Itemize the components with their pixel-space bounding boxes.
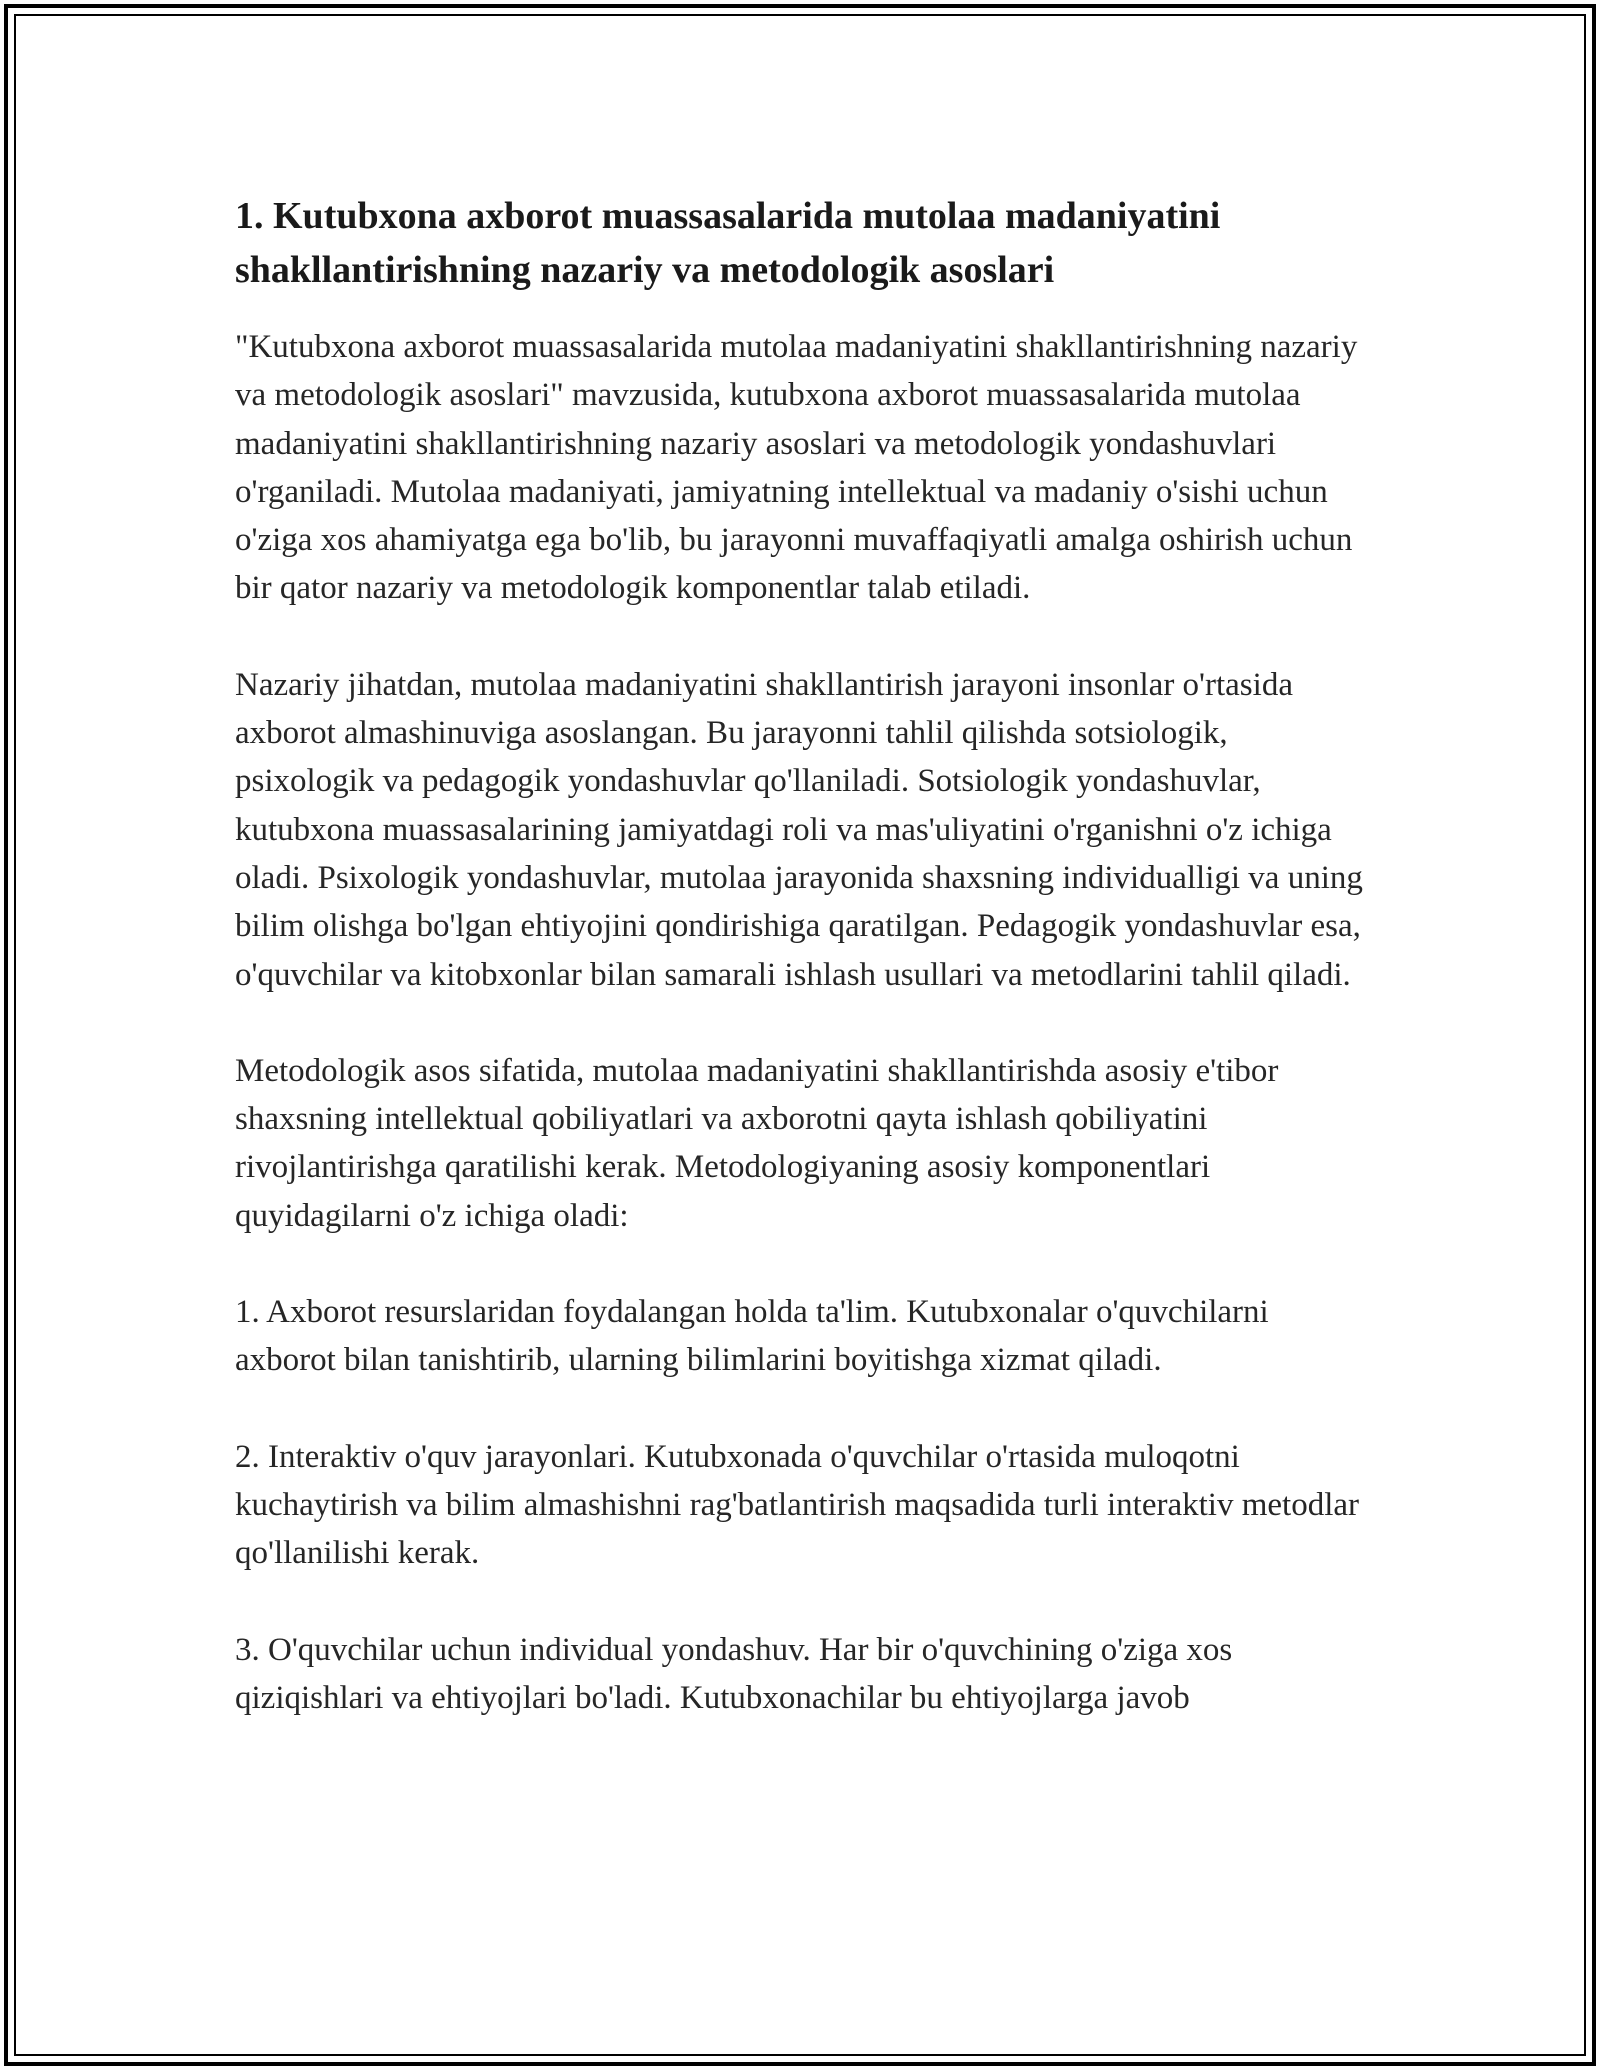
list-item-2: 2. Interaktiv o'quv jarayonlari. Kutubxonada o'quvchilar o'rtasida muloqotni kuchaytirish va bilim almashishni rag'batlantirish maqsadida turli interaktiv metodlar qo'llanilishi kerak. [235,1438,1360,1572]
paragraph-methodology: Metodologik asos sifatida, mutolaa madaniyatini shakllantirishda asosiy e'tibor shaxsning intellektual qobiliyatlari va axborotni qayta ishlash qobiliyatini rivojlantirishga qaratilishi kerak. Metodologiyaning asosiy komponentlari quyidagilarni o'z ichiga oladi: [235,1052,1279,1234]
section-title: 1. Kutubxona axborot muassasalarida mutolaa madaniyatini shakllantirishning nazariy va metodologik asoslari [235,195,1221,291]
paragraph-intro: "Kutubxona axborot muassasalarida mutolaa madaniyatini shakllantirishning nazariy va metodologik asoslari" mavzusida, kutubxona axborot muassasalarida mutolaa madaniyatini shakllantirishning nazariy asoslari va metodologik yondashuvlari o'rganiladi. Mutolaa madaniyati, jamiyatning intellektual va madaniy o'sishi uchun o'ziga xos ahamiyatga ega bo'lib, bu jarayonni muvaffaqiyatli amalga oshirish uchun bir qator nazariy va metodologik komponentlar talab etiladi. [235,329,1358,607]
list-item-1: 1. Axborot resurslaridan foydalangan holda ta'lim. Kutubxonalar o'quvchilarni axborot bilan tanishtirib, ularning bilimlarini boyitishga xizmat qiladi. [235,1294,1269,1379]
list-item-3: 3. O'quvchilar uchun individual yondashuv. Har bir o'quvchining o'ziga xos qiziqishlari va ehtiyojlari bo'ladi. Kutubxonachilar bu ehtiyojlarga javob [235,1631,1233,1716]
document-body [235,189,1375,1722]
paragraph-theory: Nazariy jihatdan, mutolaa madaniyatini shakllantirish jarayoni insonlar o'rtasida axborot almashinuviga asoslangan. Bu jarayonni tahlil qilishda sotsiologik, psixologik va pedagogik yondashuvlar qo'llaniladi. Sotsiologik yondashuvlar, kutubxona muassasalarining jamiyatdagi roli va mas'uliyatini o'rganishni o'z ichiga oladi. Psixologik yondashuvlar, mutolaa jarayonida shaxsning individualligi va uning bilim olishga bo'lgan ehtiyojini qondirishiga qaratilgan. Pedagogik yondashuvlar esa, o'quvchilar va kitobxonlar bilan samarali ishlash usullari va metodlarini tahlil qiladi. [235,666,1363,993]
